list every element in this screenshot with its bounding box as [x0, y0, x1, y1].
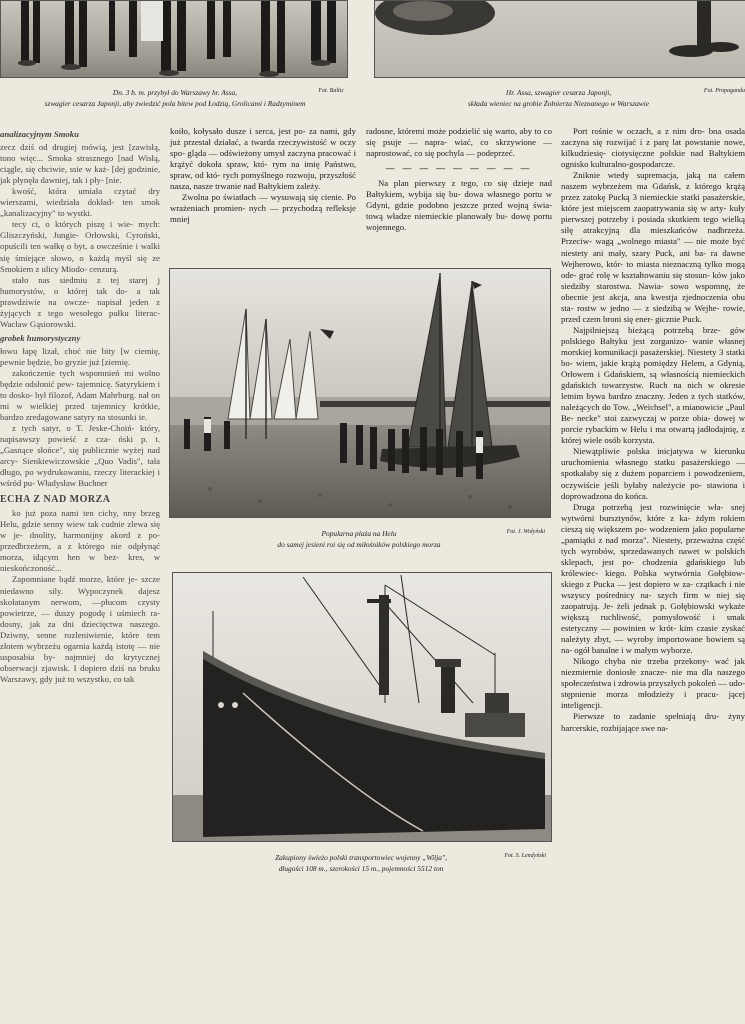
caption-line: Dn. 3 b. m. przybył do Warszawy hr. Assa, [112, 88, 238, 97]
paragraph: kwość, która umiała czytać dry wierszami, wiedziała dokład- ten smok „kanalizacyjny" to wystki. [0, 186, 160, 219]
paragraph: zecz dziś od drugiej mówią, jest [zawisłą, tono więc... Smoka strasznego [nad Wisłą, ciągle, się chciwie, ssie w każ- [dej godzinie, jak płynęła dawniej, tak i pły- [nie. [0, 142, 160, 186]
paragraph: Zwolna po światłach — wysuwają się cienie. Po wrażeniach promien- nych — przychodzą refleksje mniej [170, 192, 356, 225]
photo-credit: Fot. Baltic [318, 88, 344, 94]
paragraph: Zniknie wtedy supremacja, jaką na całem naszem wybrzeżem ma Gdańsk, z którego krążą przez zatokę Pucką 3 niemieckie statki pasażerskie, które jest miejscem zaopatrywania się w arty- kuły pierwszej potrzeby i posiada skutkiem tego wielką siłę atrakcyjną dla mieszkańców nadbrzeża. Przeciw- wagą „wolnego miasta" — nie może być niestety ani mały, szary Puck, ani ba- ra dawne Wejherowo, któr- to miasta nieznaczną tylko mogą ode- grać rolę w kształtowaniu się stosun- ków jako siedziby starostwa. Nawia- sowo wspomnę, że obecnie jest akcja, ana kwestja zjednoczenia obu sta- rostw w jedno — z siedzibą w Wejhe- rowie, przed czem broni się ener- gicznie Puck. [561, 170, 745, 324]
caption-line: składa wieniec na grobie Żołnierza Nieznanego w Warszawie [467, 99, 650, 109]
paragraph: Zapomniane bądź morze, które je- szcze niedawno sily. Wypoczynek dajesz skołatanym nerwom, —płucom czysty powietrze, — duszy pogodę i uśmiech ra- dosny, jak za dni dziecięctwa naszego. Dziwny, senne rozleniwienie, które tem złotem wybrzeżu ogarnia każdą istotę — nie usposabia by- najmniej do krytycznej obserwacji zjawisk. I dopiero dziś na bruku Warszawy, gdy już to wszystko, co tak [0, 574, 160, 684]
paragraph: koiło, kołysało dusze i serca, jest po- za nami, gdy już przestał działać, a twarda rzeczywistość w oczy spo- gląda — odświeżony umysł zaczyna pracować i krążyć dokoła spraw, któ- rym na imię Państwo, spraw, od któ- rych pomyślnego rozwoju, przyszłość nasza, nasze trwanie nad Bałtykiem zależy. [170, 126, 356, 192]
caption-line: długości 108 m., szerokości 15 m., pojemności 5512 ton [278, 864, 444, 874]
column-4 [561, 126, 745, 734]
paragraph: Najpilniejszą bieżącą potrzebą brze- gów polskiego Bałtyku jest zorganizo- wanie własnej morskiej komunikacji pasażerskiej. Niestety 3 statki bo- wiem, jakie krążą pomiędzy Helem, a Gdynią, Orłowem i Gdańskiem, są własnością niemieckich gdańskich towarzystw. Ruch na nich w okresie letnim bywa bardzo znaczny. Jeden z tych statków, należących do Tow. „Weichsel", a mianowicie „Paul Be- necke" stoi zazwyczaj w porze obia- dowej w porcie rybackim w Helu i ma otwartą jadłodajnię, z której wiele osób korzysta. [561, 324, 745, 446]
top-left-photo [0, 0, 348, 78]
column-1 [0, 126, 160, 685]
paragraph: z tych satyr, o T. Jeske-Choiń- który, napisawszy powieść z cza- ński p. t. „Gasnące słońce", się publicznie wyżej nad arcy- Sienkiewiczowskie „Quo Vadis", tała długo, po wydrukowaniu, rzeczy literackiej i wśród pu- Władysław Buchner [0, 423, 160, 489]
top-left-caption [0, 87, 350, 109]
paragraph: tecy ci, o których piszę i wie- mych: Gliszczyński, Jungie- Orłowski, Cyroński, opuścili ten wałkę o byt, a owcześnie i walki się śmiejące słowo, o każdą myśl się ze Smokiem z ulicy Miodo- cenzurą. [0, 219, 160, 274]
wilja-ship-caption [172, 852, 550, 874]
photo-credit: Fot. Propaganda [703, 88, 745, 94]
subheading: grobek humorystyczny [0, 332, 81, 343]
section-divider: — — — — — — — — — [385, 163, 533, 174]
paragraph: Port rośnie w oczach, a z nim dro- bna osada zaczyna się rozwijać i z parę lat powstanie nowe, kilkudziesię- ciotysięczne polskie nad Bałtykiem ognisko kulturalno-gospodarcze. [561, 126, 745, 170]
column-3 [366, 126, 552, 233]
paragraph: zakończenie tych wspomnień mi wolno będzie odsłonić pew- tajemnicę. Satyrykiem i to dosko- był filozof, Adam Mahrburg. nał on mi w wielkiej przed tajemnicy krótkie, bardzo zredagowane satyry na stosunki ie. [0, 367, 160, 423]
caption-line: Hr. Assa, szwagier cesarza Japonji, [505, 88, 612, 97]
top-right-caption [372, 87, 745, 109]
paragraph: radosne, któremi może podzielić się warto, aby to co się psuje — napra- wiać, co skrzywione — naprostować, co się pochyla — podeprzeć. [366, 126, 552, 159]
column-2 [170, 126, 356, 225]
paragraph: stało nas siedmiu z tej starej j humorystów, o której tak do- a tak prawdziwie na owcze- napisał jeden z żyjących z tego wesołego pułku literac- Wacław Gąsiorowski. [0, 274, 160, 329]
paragraph: Nikogo chyba nie trzeba przekony- wać jak niezmiernie doniosłe znacze- nie ma dla naszego społeczeństwa i zdrowia przyszłych pokoleń — udo- stępnienie morza młodzieży i pracu- jącej inteligencji. [561, 656, 745, 711]
paragraph: Pierwsze to zadanie spełniają dru- żyny harcerskie, rozbijające swe na- [561, 711, 745, 733]
sailboats-illustration [170, 269, 550, 517]
top-right-photo [374, 0, 745, 78]
wreath-illustration [375, 1, 745, 77]
caption-line: do samej jesieni roi się od miłośników polskiego morza [277, 540, 441, 550]
paragraph: Na plan pierwszy z tego, co się dzieje nad Bałtykiem, wybija się bu- dowa własnego portu w Gdyni, gdzie podobno jeszcze przed wojną świa- tową władze niemieckie planowały bu- dowę portu wojennego. [366, 178, 552, 233]
subheading: analizacyjnym Smoku [0, 129, 79, 139]
photo-credit: Fot. J. Wołyński [506, 529, 545, 535]
caption-line: szwagier cesarza Japonji, aby zwiedzić pola bitew pod Łodzią, Grolicami i Radzyminem [44, 99, 306, 109]
paragraph: Druga potrzebą jest rozwinięcie wła- snej wytwórni bursztynów, które z ka- żdym rokiem cieszą się większem po- wodzeniem jako popularne „pamiątki z nad morza". Niestety, przeważna część tych wyrobów, sprzedawanych nawet w polskich sklepach, jest po- chodzenia gdańskiego lub królewiec- kiego. Polska wytwórnia Gołębiow- skiego z Pucka — jest dopiero w za- czątkach i nie wszyscy pośrednicy na- szych firm w niej się zaopatrują. Je- żeli jednak p. Gołębiowski wykaże większą ruchliwość, pomysłowość i smak estetyczny — powinien w krót- kim czasie zyskać należyty zbyt, — wyroby importowane bowiem są na- ogół banalne i w małym wyborze. [561, 501, 745, 656]
section-heading: ECHA Z NAD MORZA [0, 493, 111, 505]
wilja-ship-photo [172, 572, 552, 842]
paragraph: łowu łapę lizał, choć nie bity [w ciemię, pewnie będzie, bo gryzie już [ziemię. [0, 345, 160, 367]
paragraph: ko już poza nami ten cichy, nny brzeg Helu, gdzie senny wiew tak cudnie zlewa się w je- dnolity, harmonijny akord z po- przedbrzeżem, a z którego nie odpłynąć morza, idącym hen w bez- kres, w nieskończoność... [0, 508, 160, 574]
ship-illustration [173, 573, 551, 841]
photo-credit: Fot. S. Lendyński [504, 853, 546, 859]
hel-beach-photo [169, 268, 551, 518]
caption-line: Zakupiony świeżo polski transportowiec wojenny „Wilja", [275, 853, 447, 862]
caption-line: Popularna plaża na Helu [321, 529, 397, 538]
paragraph: Niewątpliwie polska inicjatywa w kierunku uruchomienia własnego statku pasażerskiego — spotkałaby się z dużem poparciem i powodzeniem, oczywiście jeśli byłaby należycie po- stawiona i doprowadzona do końca. [561, 446, 745, 501]
people-legs-illustration [1, 1, 347, 77]
hel-beach-caption [169, 528, 549, 550]
